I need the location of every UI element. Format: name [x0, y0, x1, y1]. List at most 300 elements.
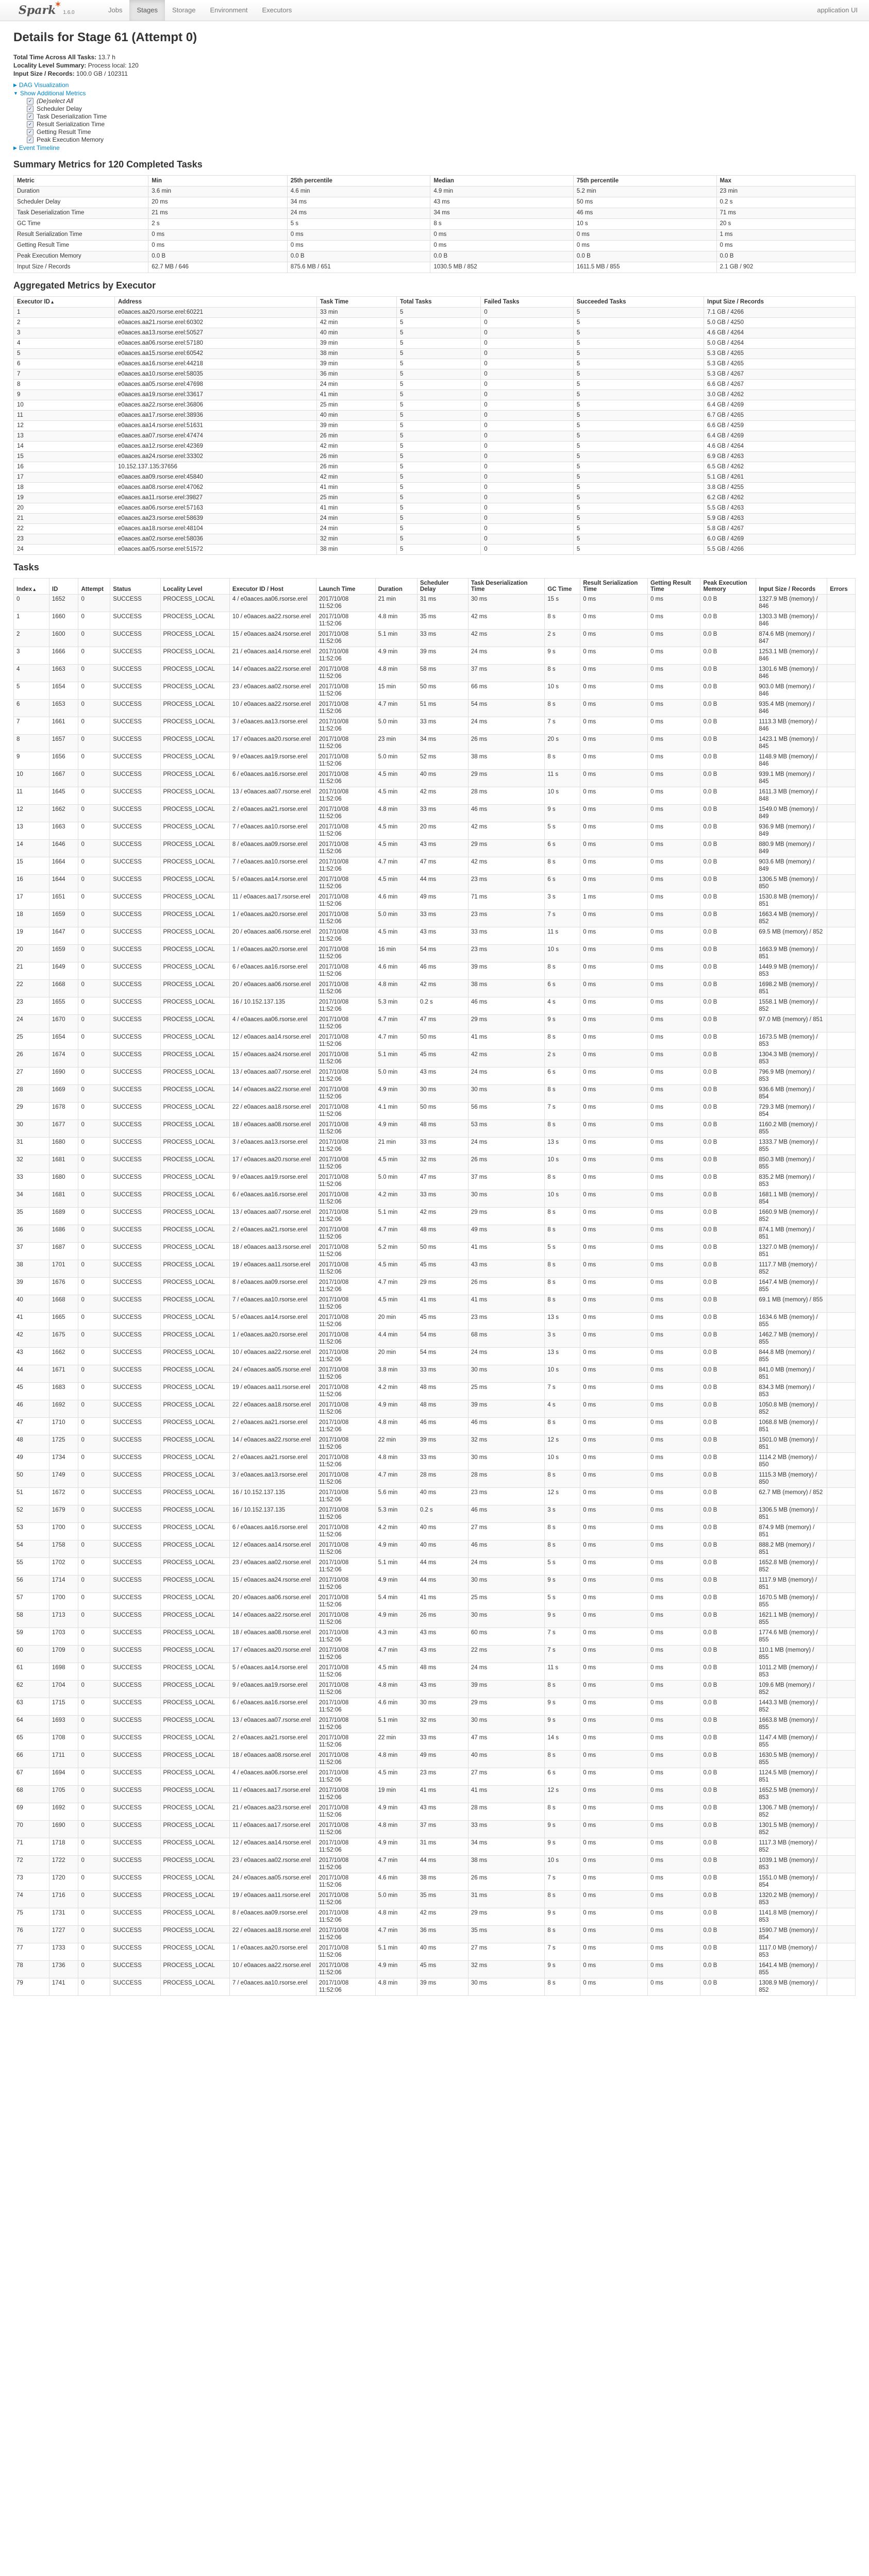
stage-summary: [13, 53, 856, 78]
task-row: [14, 1821, 856, 1838]
task-cell: 2017/10/08 11:52:06: [316, 647, 375, 665]
task-header-gc-time[interactable]: GC Time: [545, 579, 580, 595]
task-cell: 4.9 min: [375, 1400, 417, 1418]
executor-header-address[interactable]: Address: [114, 297, 316, 308]
task-header-index[interactable]: Index ▴: [14, 579, 49, 595]
spark-logo[interactable]: [0, 1, 101, 17]
executor-cell: e0aaces.aa12.rsorse.erel:42369: [114, 442, 316, 452]
task-cell: 1660: [49, 612, 78, 630]
task-cell: 2017/10/08 11:52:06: [316, 595, 375, 612]
summary-metrics-cell: 5 s: [287, 219, 430, 230]
task-cell: 0 ms: [647, 1575, 700, 1593]
task-cell: 71: [14, 1838, 49, 1856]
task-cell: 0 ms: [647, 787, 700, 805]
task-row: [14, 1085, 856, 1103]
task-cell: 0 ms: [647, 927, 700, 945]
executor-header-succeeded-tasks[interactable]: Succeeded Tasks: [573, 297, 704, 308]
task-cell: SUCCESS: [110, 1085, 160, 1103]
task-header-errors[interactable]: Errors: [827, 579, 856, 595]
option-scheduler-delay[interactable]: ✓ Scheduler Delay: [27, 105, 856, 113]
executor-cell: 42 min: [316, 442, 396, 452]
task-cell: 30 ms: [468, 1085, 544, 1103]
task-cell: 6 / e0aaces.aa16.rsorse.erel: [229, 1523, 316, 1540]
task-cell: 0 ms: [580, 665, 648, 682]
task-cell: 39 ms: [468, 962, 544, 980]
task-cell: SUCCESS: [110, 1418, 160, 1435]
summary-metrics-cell: 10 s: [573, 219, 716, 230]
executor-row: [14, 493, 856, 503]
executor-cell: 5.0 GB / 4264: [704, 338, 856, 349]
task-cell: 0.0 B: [700, 1488, 756, 1505]
task-cell: 27 ms: [468, 1523, 544, 1540]
executor-row: [14, 338, 856, 349]
task-cell: 0 ms: [647, 1050, 700, 1067]
task-cell: 2017/10/08 11:52:06: [316, 1067, 375, 1085]
task-cell: 66: [14, 1751, 49, 1768]
task-row: [14, 735, 856, 752]
task-row: [14, 1155, 856, 1173]
task-cell: 36: [14, 1225, 49, 1243]
task-cell: 37 ms: [468, 665, 544, 682]
task-cell: 2017/10/08 11:52:06: [316, 1383, 375, 1400]
task-cell: 0.0 B: [700, 1961, 756, 1978]
task-cell: 1709: [49, 1646, 78, 1663]
task-cell: 0.0 B: [700, 1383, 756, 1400]
summary-metrics-cell: Duration: [14, 187, 148, 197]
task-cell: 8 s: [545, 1295, 580, 1313]
task-cell: 1722: [49, 1856, 78, 1873]
task-cell: PROCESS_LOCAL: [160, 945, 229, 962]
task-cell: 11 / e0aaces.aa17.rsorse.erel: [229, 1786, 316, 1803]
task-cell: 23: [14, 997, 49, 1015]
task-cell: 1039.1 MB (memory) / 853: [756, 1856, 827, 1873]
task-cell: 69: [14, 1803, 49, 1821]
summary-metrics-header-75th-percentile[interactable]: 75th percentile: [573, 176, 716, 187]
executor-header-failed-tasks[interactable]: Failed Tasks: [481, 297, 574, 308]
task-cell: 33 ms: [417, 630, 468, 647]
task-cell: 50 ms: [417, 1103, 468, 1120]
task-cell: 1733: [49, 1943, 78, 1961]
task-cell: 4.2 min: [375, 1190, 417, 1208]
tasks-table: [13, 578, 856, 1996]
task-cell: PROCESS_LOCAL: [160, 1435, 229, 1453]
task-cell: 54 ms: [417, 945, 468, 962]
task-cell: 5 s: [545, 822, 580, 840]
task-cell: 1672: [49, 1488, 78, 1505]
executor-cell: 5: [396, 400, 480, 411]
task-cell: [827, 875, 856, 892]
executor-cell: 5: [396, 514, 480, 524]
task-header-input-size-records[interactable]: Input Size / Records: [756, 579, 827, 595]
task-cell: SUCCESS: [110, 1453, 160, 1470]
executor-cell: 5: [573, 442, 704, 452]
summary-metrics-cell: 24 ms: [287, 208, 430, 219]
task-cell: 0 ms: [580, 1400, 648, 1418]
task-cell: 1050.8 MB (memory) / 852: [756, 1400, 827, 1418]
tab-jobs[interactable]: Jobs: [108, 6, 123, 14]
task-cell: PROCESS_LOCAL: [160, 1453, 229, 1470]
task-cell: 0 ms: [580, 1821, 648, 1838]
task-cell: 4 s: [545, 997, 580, 1015]
task-header-launch-time[interactable]: Launch Time: [316, 579, 375, 595]
summary-metrics-header-median[interactable]: Median: [430, 176, 574, 187]
task-cell: 0 ms: [647, 1803, 700, 1821]
task-cell: 0.0 B: [700, 752, 756, 770]
task-cell: 28 ms: [468, 1803, 544, 1821]
task-cell: 30 ms: [417, 1698, 468, 1716]
task-cell: 70: [14, 1821, 49, 1838]
task-cell: SUCCESS: [110, 1558, 160, 1575]
task-cell: SUCCESS: [110, 1278, 160, 1295]
task-cell: 3 s: [545, 1505, 580, 1523]
task-cell: 33 ms: [468, 927, 544, 945]
checkbox-icon[interactable]: ✓: [27, 129, 34, 135]
tab-environment[interactable]: Environment: [210, 6, 248, 14]
event-timeline-link[interactable]: ▶ Event Timeline: [13, 144, 60, 151]
task-cell: 4.5 min: [375, 822, 417, 840]
task-cell: 0 ms: [580, 1138, 648, 1155]
task-cell: 1141.8 MB (memory) / 853: [756, 1908, 827, 1926]
task-cell: 14: [14, 840, 49, 857]
executor-cell: 5: [573, 503, 704, 514]
task-cell: 1611.3 MB (memory) / 848: [756, 787, 827, 805]
executor-cell: 5.5 GB / 4263: [704, 503, 856, 514]
task-cell: 0 ms: [647, 1505, 700, 1523]
executor-row: [14, 462, 856, 472]
task-cell: [827, 1050, 856, 1067]
task-cell: 11 s: [545, 927, 580, 945]
executor-cell: 5: [573, 359, 704, 369]
task-cell: 0 ms: [647, 840, 700, 857]
task-cell: 4.5 min: [375, 1663, 417, 1681]
task-header-result-serialization-time[interactable]: Result Serialization Time: [580, 579, 648, 595]
task-cell: PROCESS_LOCAL: [160, 1751, 229, 1768]
task-cell: 0: [78, 1908, 110, 1926]
task-cell: 2017/10/08 11:52:06: [316, 1488, 375, 1505]
executor-cell: 0: [481, 462, 574, 472]
tab-executors[interactable]: Executors: [262, 6, 292, 14]
task-row: [14, 1278, 856, 1295]
task-cell: 796.9 MB (memory) / 853: [756, 1067, 827, 1085]
task-cell: 1713: [49, 1611, 78, 1628]
task-cell: PROCESS_LOCAL: [160, 1208, 229, 1225]
task-cell: 25 ms: [468, 1593, 544, 1611]
task-cell: 25 ms: [468, 1383, 544, 1400]
summary-metrics-cell: 0.2 s: [716, 197, 855, 208]
executor-row: [14, 534, 856, 545]
task-row: [14, 1926, 856, 1943]
executor-cell: 12: [14, 421, 115, 431]
summary-metrics-header-metric[interactable]: Metric: [14, 176, 148, 187]
task-cell: 2017/10/08 11:52:06: [316, 1278, 375, 1295]
task-cell: 2017/10/08 11:52:06: [316, 1032, 375, 1050]
task-cell: 1698: [49, 1663, 78, 1681]
task-cell: 4.6 min: [375, 1698, 417, 1716]
task-cell: 0.0 B: [700, 1138, 756, 1155]
task-cell: 0.0 B: [700, 1435, 756, 1453]
task-cell: SUCCESS: [110, 1032, 160, 1050]
task-cell: 0 ms: [647, 1733, 700, 1751]
task-cell: 2017/10/08 11:52:06: [316, 1103, 375, 1120]
executor-row: [14, 318, 856, 328]
option-result-serialization[interactable]: ✓ Result Serialization Time: [27, 121, 856, 128]
task-cell: SUCCESS: [110, 1838, 160, 1856]
checkbox-icon[interactable]: ✓: [27, 137, 34, 143]
executor-cell: 0: [481, 493, 574, 503]
option-task-deserialization[interactable]: ✓ Task Deserialization Time: [27, 113, 856, 121]
task-cell: 0 ms: [580, 1663, 648, 1681]
summary-metrics-cell: 2.1 GB / 902: [716, 262, 855, 273]
task-cell: 1731: [49, 1908, 78, 1926]
task-header-task-deserialization-time[interactable]: Task Deserialization Time: [468, 579, 544, 595]
task-cell: 2017/10/08 11:52:06: [316, 910, 375, 927]
task-cell: SUCCESS: [110, 1225, 160, 1243]
task-cell: 7 s: [545, 1646, 580, 1663]
task-cell: 33 ms: [468, 1821, 544, 1838]
task-cell: 0: [78, 1978, 110, 1996]
task-header-duration[interactable]: Duration: [375, 579, 417, 595]
task-cell: 24: [14, 1015, 49, 1032]
show-additional-metrics-link[interactable]: ▼ Show Additional Metrics: [13, 90, 86, 97]
task-cell: 40: [14, 1295, 49, 1313]
executor-cell: 0: [481, 534, 574, 545]
tab-storage[interactable]: Storage: [172, 6, 196, 14]
task-cell: 73: [14, 1873, 49, 1891]
executor-cell: 7: [14, 369, 115, 380]
task-cell: 20 s: [545, 735, 580, 752]
task-row: [14, 1803, 856, 1821]
executor-row: [14, 431, 856, 442]
task-cell: 2017/10/08 11:52:06: [316, 1120, 375, 1138]
task-cell: 1660.9 MB (memory) / 852: [756, 1208, 827, 1225]
task-cell: 0: [78, 612, 110, 630]
summary-metrics-cell: 2 s: [148, 219, 287, 230]
task-cell: 12 / e0aaces.aa14.rsorse.erel: [229, 1540, 316, 1558]
task-cell: 2 / e0aaces.aa21.rsorse.erel: [229, 1453, 316, 1470]
task-cell: 37 ms: [417, 1821, 468, 1838]
task-cell: 3 / e0aaces.aa13.rsorse.erel: [229, 717, 316, 735]
task-cell: 11 s: [545, 770, 580, 787]
task-cell: PROCESS_LOCAL: [160, 822, 229, 840]
task-cell: PROCESS_LOCAL: [160, 1786, 229, 1803]
task-cell: 1253.1 MB (memory) / 846: [756, 647, 827, 665]
task-cell: 71 ms: [468, 892, 544, 910]
option-getting-result[interactable]: ✓ Getting Result Time: [27, 128, 856, 136]
task-cell: 1 / e0aaces.aa20.rsorse.erel: [229, 910, 316, 927]
task-cell: 0: [78, 1838, 110, 1856]
task-cell: 1654: [49, 682, 78, 700]
task-cell: 16 / 10.152.137.135: [229, 1488, 316, 1505]
option-peak-memory[interactable]: ✓ Peak Execution Memory: [27, 136, 856, 144]
task-cell: 4 / e0aaces.aa06.rsorse.erel: [229, 1768, 316, 1786]
executor-cell: 6.4 GB / 4269: [704, 400, 856, 411]
summary-metrics-cell: Getting Result Time: [14, 241, 148, 251]
task-cell: PROCESS_LOCAL: [160, 612, 229, 630]
checkbox-icon[interactable]: ✓: [27, 121, 34, 128]
executor-cell: 0: [481, 524, 574, 534]
task-cell: 4.7 min: [375, 1225, 417, 1243]
task-row: [14, 927, 856, 945]
task-cell: 57: [14, 1593, 49, 1611]
task-cell: 18 / e0aaces.aa13.rsorse.erel: [229, 1243, 316, 1260]
task-cell: 0 ms: [580, 1961, 648, 1978]
task-cell: PROCESS_LOCAL: [160, 1295, 229, 1313]
task-cell: 0 ms: [647, 682, 700, 700]
task-cell: [827, 1278, 856, 1295]
task-cell: 0: [78, 1803, 110, 1821]
executor-cell: 15: [14, 452, 115, 462]
task-cell: 3 / e0aaces.aa13.rsorse.erel: [229, 1470, 316, 1488]
task-cell: 1677: [49, 1120, 78, 1138]
task-cell: 1736: [49, 1961, 78, 1978]
checkbox-icon[interactable]: ✓: [27, 98, 34, 105]
task-cell: PROCESS_LOCAL: [160, 1505, 229, 1523]
task-cell: 12 s: [545, 1435, 580, 1453]
task-cell: 2017/10/08 11:52:06: [316, 1821, 375, 1838]
executor-cell: 5: [396, 411, 480, 421]
summary-metrics-cell: 21 ms: [148, 208, 287, 219]
task-cell: [827, 1260, 856, 1278]
task-cell: 4.5 min: [375, 1260, 417, 1278]
task-cell: 1703: [49, 1628, 78, 1646]
task-cell: PROCESS_LOCAL: [160, 1313, 229, 1330]
executor-cell: 42 min: [316, 318, 396, 328]
task-cell: 8 / e0aaces.aa09.rsorse.erel: [229, 840, 316, 857]
task-cell: PROCESS_LOCAL: [160, 1628, 229, 1646]
task-header-id[interactable]: ID: [49, 579, 78, 595]
executor-cell: 17: [14, 472, 115, 483]
task-cell: SUCCESS: [110, 1330, 160, 1348]
executor-cell: 5: [573, 380, 704, 390]
task-cell: 1320.2 MB (memory) / 853: [756, 1891, 827, 1908]
task-header-peak-execution-memory[interactable]: Peak Execution Memory: [700, 579, 756, 595]
task-cell: SUCCESS: [110, 1978, 160, 1996]
task-cell: 5 s: [545, 1593, 580, 1611]
task-cell: 0 ms: [647, 1313, 700, 1330]
task-cell: 8 s: [545, 1523, 580, 1540]
task-cell: 65: [14, 1733, 49, 1751]
task-cell: 1708: [49, 1733, 78, 1751]
task-cell: 0 ms: [647, 665, 700, 682]
task-cell: SUCCESS: [110, 665, 160, 682]
task-cell: 0.2 s: [417, 997, 468, 1015]
task-cell: 0.0 B: [700, 892, 756, 910]
summary-metrics-header-25th-percentile[interactable]: 25th percentile: [287, 176, 430, 187]
task-header-executor-id-host[interactable]: Executor ID / Host: [229, 579, 316, 595]
task-cell: 2017/10/08 11:52:06: [316, 840, 375, 857]
task-cell: 0.0 B: [700, 1698, 756, 1716]
task-cell: 874.9 MB (memory) / 851: [756, 1523, 827, 1540]
executor-cell: 32 min: [316, 534, 396, 545]
task-cell: 0: [78, 1400, 110, 1418]
executor-header-total-tasks[interactable]: Total Tasks: [396, 297, 480, 308]
task-cell: 0 ms: [647, 1383, 700, 1400]
executor-cell: 26 min: [316, 462, 396, 472]
task-cell: 74: [14, 1891, 49, 1908]
task-cell: [827, 1716, 856, 1733]
task-cell: [827, 1873, 856, 1891]
summary-metrics-cell: 0.0 B: [716, 251, 855, 262]
task-cell: 77: [14, 1943, 49, 1961]
task-cell: 1655: [49, 997, 78, 1015]
task-cell: 1701: [49, 1260, 78, 1278]
task-cell: 0 ms: [580, 822, 648, 840]
dag-visualization-link[interactable]: ▶ DAG Visualization: [13, 81, 69, 89]
task-cell: 42: [14, 1330, 49, 1348]
task-cell: PROCESS_LOCAL: [160, 1838, 229, 1856]
task-cell: 30 ms: [468, 1978, 544, 1996]
task-cell: [827, 1173, 856, 1190]
executor-cell: 0: [481, 411, 574, 421]
summary-metrics-header-min[interactable]: Min: [148, 176, 287, 187]
task-cell: [827, 1085, 856, 1103]
task-cell: SUCCESS: [110, 1138, 160, 1155]
executor-header-input-size-records[interactable]: Input Size / Records: [704, 297, 856, 308]
task-cell: 0.0 B: [700, 1418, 756, 1435]
task-cell: 13 s: [545, 1138, 580, 1155]
task-header-attempt[interactable]: Attempt: [78, 579, 110, 595]
task-cell: 5.3 min: [375, 1505, 417, 1523]
task-header-getting-result-time[interactable]: Getting Result Time: [647, 579, 700, 595]
task-cell: 42 ms: [468, 1050, 544, 1067]
task-cell: PROCESS_LOCAL: [160, 980, 229, 997]
executor-cell: 5: [573, 411, 704, 421]
summary-metrics-header-max[interactable]: Max: [716, 176, 855, 187]
task-cell: 40 ms: [417, 1540, 468, 1558]
executor-cell: 23: [14, 534, 115, 545]
task-cell: 1501.0 MB (memory) / 851: [756, 1435, 827, 1453]
task-cell: 0: [78, 1891, 110, 1908]
task-header-status[interactable]: Status: [110, 579, 160, 595]
summary-metrics-row: [14, 208, 856, 219]
task-cell: 0: [78, 1243, 110, 1260]
task-cell: SUCCESS: [110, 1803, 160, 1821]
task-cell: 44 ms: [417, 1575, 468, 1593]
task-row: [14, 1453, 856, 1470]
task-header-scheduler-delay[interactable]: Scheduler Delay: [417, 579, 468, 595]
task-cell: SUCCESS: [110, 1926, 160, 1943]
task-cell: 2017/10/08 11:52:06: [316, 1470, 375, 1488]
task-cell: 1673.5 MB (memory) / 853: [756, 1032, 827, 1050]
task-cell: 39 ms: [417, 647, 468, 665]
checkbox-icon[interactable]: ✓: [27, 113, 34, 120]
tab-stages[interactable]: Stages: [129, 0, 164, 21]
task-cell: 8 / e0aaces.aa09.rsorse.erel: [229, 1278, 316, 1295]
task-cell: 0.0 B: [700, 1681, 756, 1698]
executor-header-task-time[interactable]: Task Time: [316, 297, 396, 308]
task-header-locality-level[interactable]: Locality Level: [160, 579, 229, 595]
task-cell: 888.2 MB (memory) / 851: [756, 1540, 827, 1558]
task-cell: PROCESS_LOCAL: [160, 700, 229, 717]
task-row: [14, 875, 856, 892]
executor-cell: 0: [481, 390, 574, 400]
task-cell: 42 ms: [468, 822, 544, 840]
executor-header-executor-id[interactable]: Executor ID ▴: [14, 297, 115, 308]
task-cell: 3.8 min: [375, 1365, 417, 1383]
checkbox-icon[interactable]: ✓: [27, 106, 34, 112]
task-cell: 1306.5 MB (memory) / 851: [756, 1505, 827, 1523]
executor-cell: 5.1 GB / 4261: [704, 472, 856, 483]
task-cell: 4.7 min: [375, 1278, 417, 1295]
task-cell: 4 / e0aaces.aa06.rsorse.erel: [229, 595, 316, 612]
task-cell: 2017/10/08 11:52:06: [316, 1015, 375, 1032]
task-cell: 43: [14, 1348, 49, 1365]
task-cell: 2017/10/08 11:52:06: [316, 875, 375, 892]
task-cell: 0 ms: [647, 1926, 700, 1943]
task-cell: 10 s: [545, 945, 580, 962]
option-select-all[interactable]: ✓ (De)select All: [27, 97, 856, 105]
task-cell: 0.0 B: [700, 1155, 756, 1173]
